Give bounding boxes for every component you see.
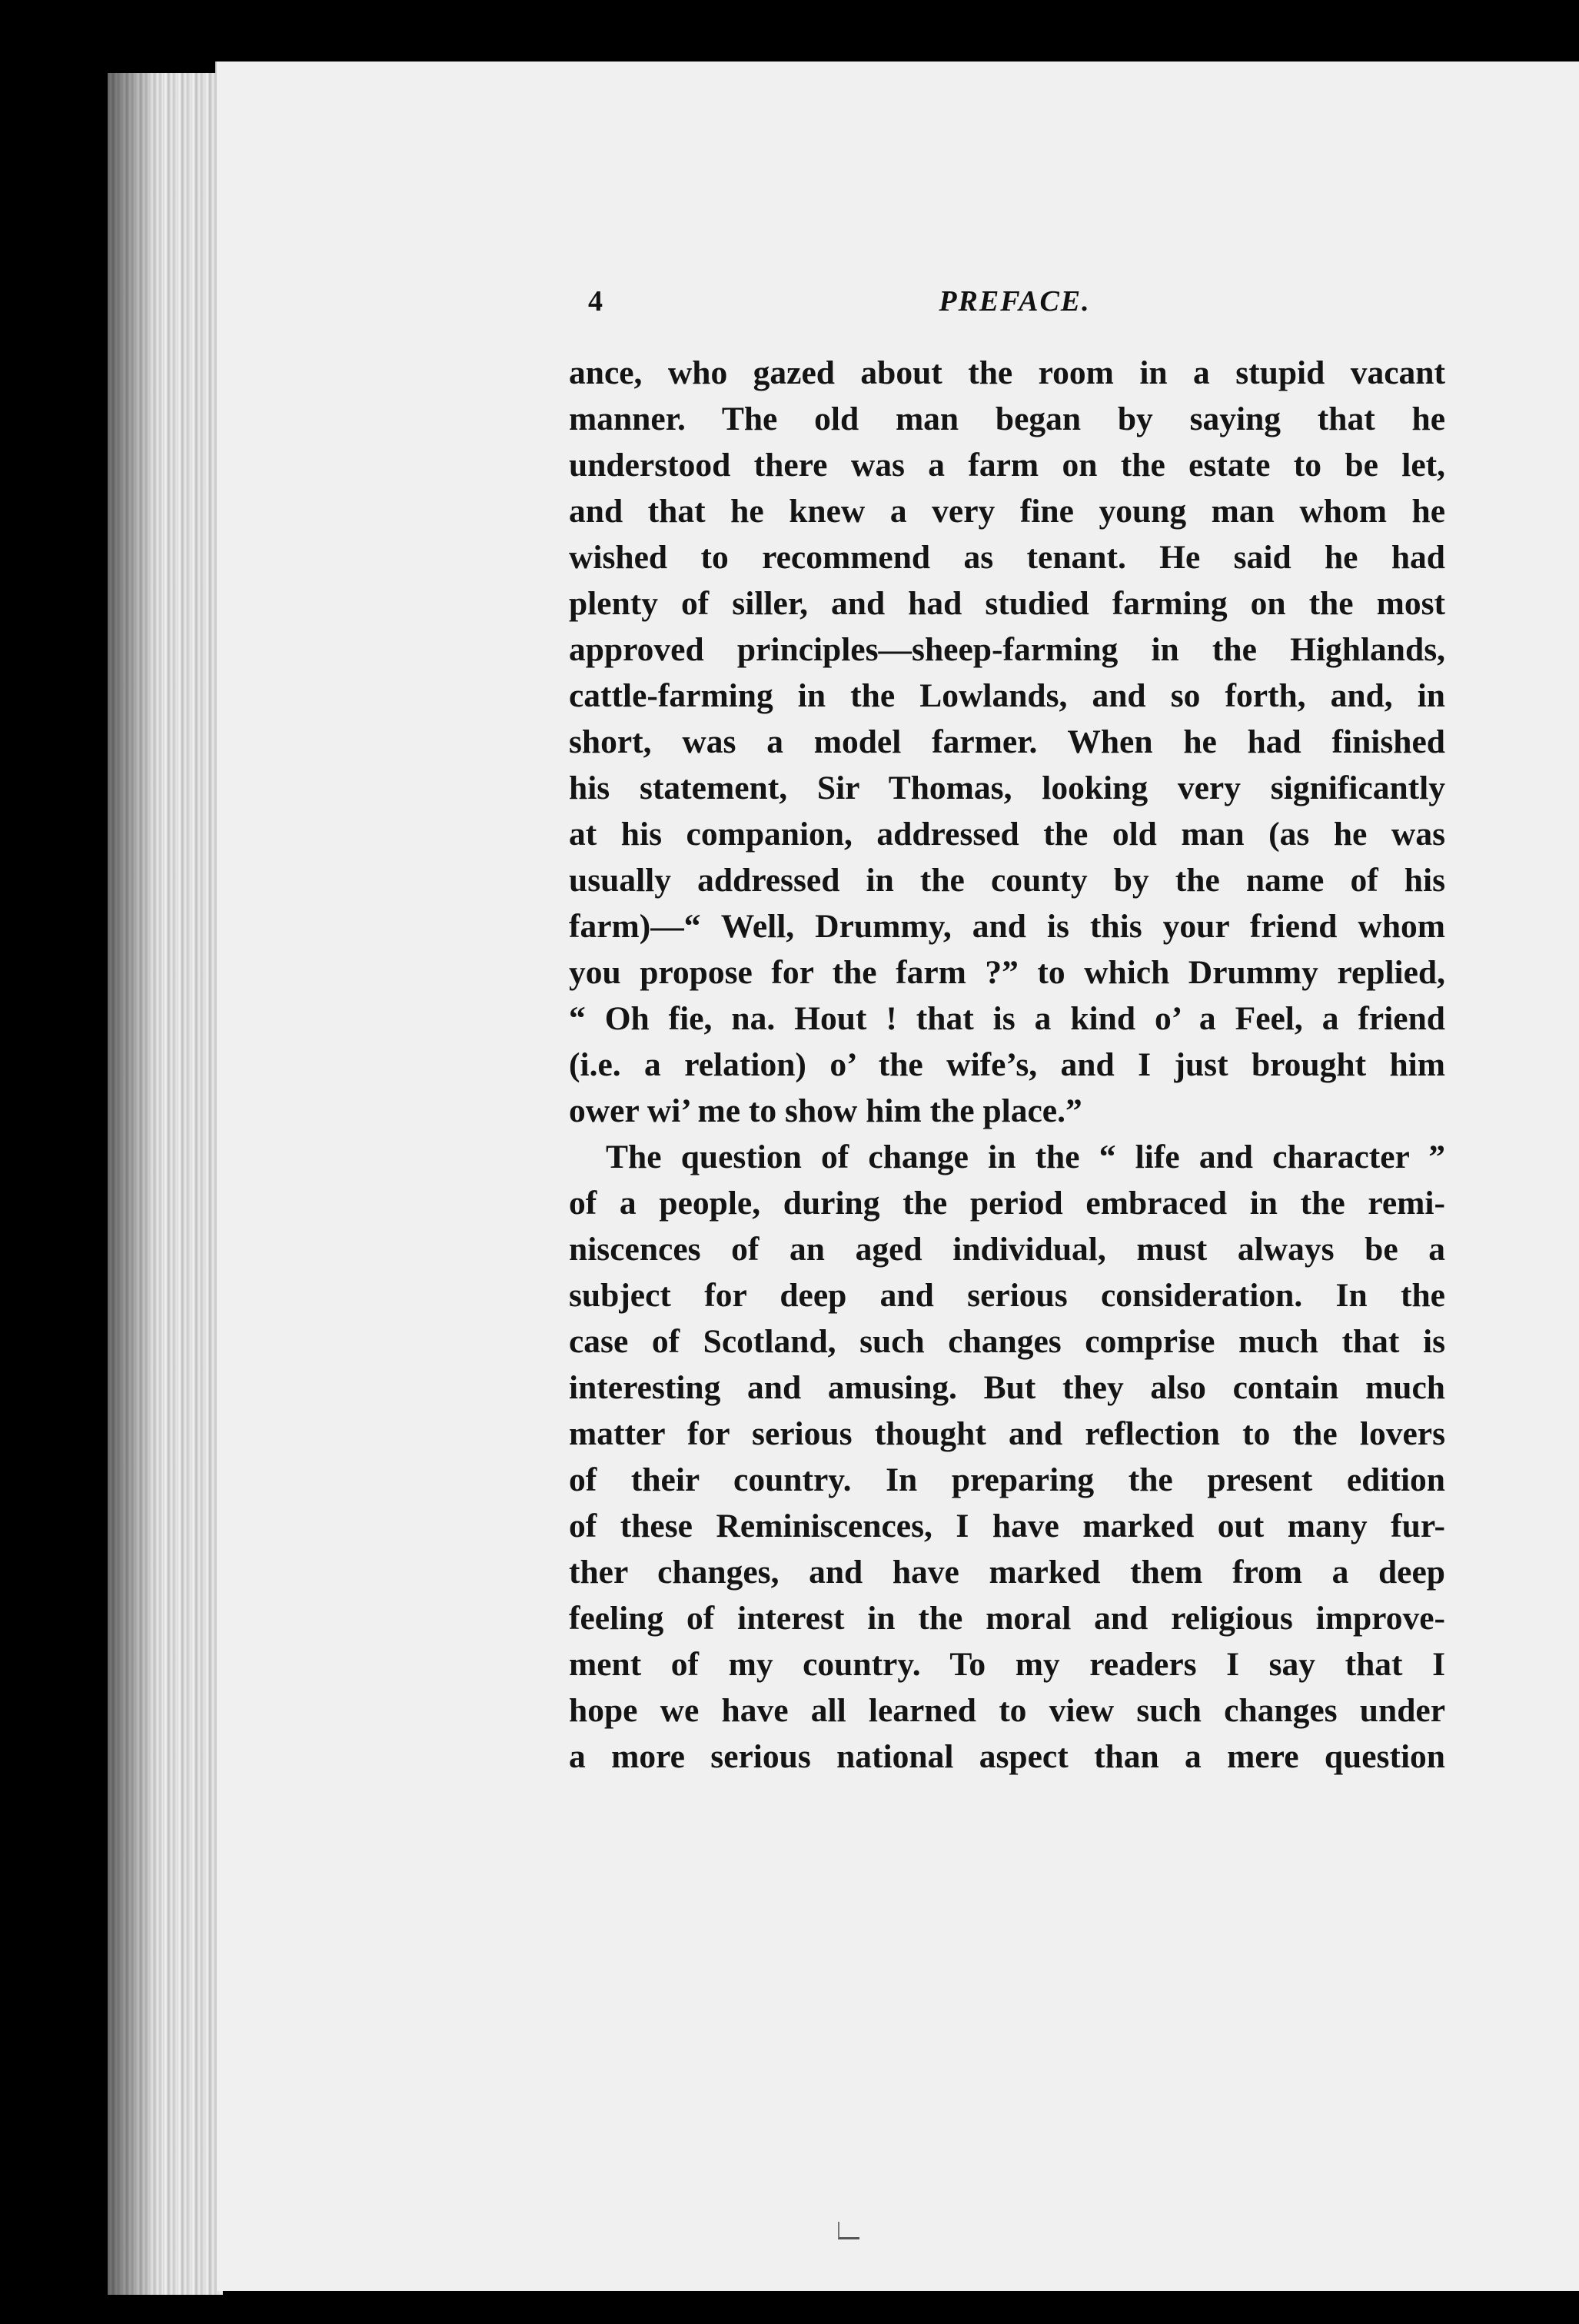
text-line: a more serious national aspect than a mere question	[569, 1738, 1445, 1775]
text-line: plenty of siller, and had studied farming on the most	[569, 585, 1445, 622]
text-line: ment of my country. To my readers I say that I	[569, 1646, 1445, 1683]
text-line: “ Oh fie, na. Hout ! that is a kind o’ a Feel, a friend	[569, 1000, 1445, 1037]
text-line: matter for serious thought and reflection to the lovers	[569, 1415, 1445, 1452]
text-line: of a people, during the period embraced in the remi-	[569, 1185, 1445, 1222]
text-line: at his companion, addressed the old man (as he was	[569, 816, 1445, 853]
text-line: his statement, Sir Thomas, looking very significantly	[569, 770, 1445, 806]
text-line: short, was a model farmer. When he had finished	[569, 723, 1445, 760]
paragraph-1	[569, 350, 1445, 1134]
text-line: usually addressed in the county by the name of his	[569, 862, 1445, 899]
text-line: of their country. In preparing the present edition	[569, 1461, 1445, 1498]
text-line: (i.e. a relation) o’ the wife’s, and I just brought him	[569, 1046, 1445, 1083]
text-line: of these Reminiscences, I have marked out many fur-	[569, 1508, 1445, 1544]
text-line: and that he knew a very fine young man whom he	[569, 493, 1445, 530]
text-line: The question of change in the “ life and character ”	[606, 1139, 1445, 1175]
text-line: wished to recommend as tenant. He said he had	[569, 539, 1445, 576]
text-line: farm)—“ Well, Drummy, and is this your friend whom	[569, 908, 1445, 945]
text-line: subject for deep and serious consideration. In the	[569, 1277, 1445, 1314]
text-line: feeling of interest in the moral and religious improve-	[569, 1600, 1445, 1637]
text-line: understood there was a farm on the estate to be let,	[569, 447, 1445, 484]
text-line: ther changes, and have marked them from a deep	[569, 1554, 1445, 1591]
text-line: cattle-farming in the Lowlands, and so forth, and, in	[569, 677, 1445, 714]
paragraph-2	[569, 1134, 1445, 1780]
text-line: ance, who gazed about the room in a stupid vacant	[569, 354, 1445, 391]
text-line: you propose for the farm ?” to which Drummy replied,	[569, 954, 1445, 991]
text-line: niscences of an aged individual, must always be a	[569, 1231, 1445, 1268]
binding-shadow	[108, 73, 154, 2295]
text-line: interesting and amusing. But they also contain much	[569, 1369, 1445, 1406]
body-text	[569, 350, 1445, 1780]
text-line: approved principles—sheep-farming in the Highlands,	[569, 631, 1445, 668]
text-line: ower wi’ me to show him the place.”	[569, 1092, 1082, 1129]
running-head: PREFACE.	[939, 285, 1091, 318]
printer-mark	[838, 2222, 859, 2239]
page-header	[588, 284, 1441, 331]
page-number: 4	[588, 285, 603, 318]
text-line: manner. The old man began by saying that he	[569, 401, 1445, 437]
text-line: case of Scotland, such changes comprise much that is	[569, 1323, 1445, 1360]
text-line: hope we have all learned to view such changes under	[569, 1692, 1445, 1729]
